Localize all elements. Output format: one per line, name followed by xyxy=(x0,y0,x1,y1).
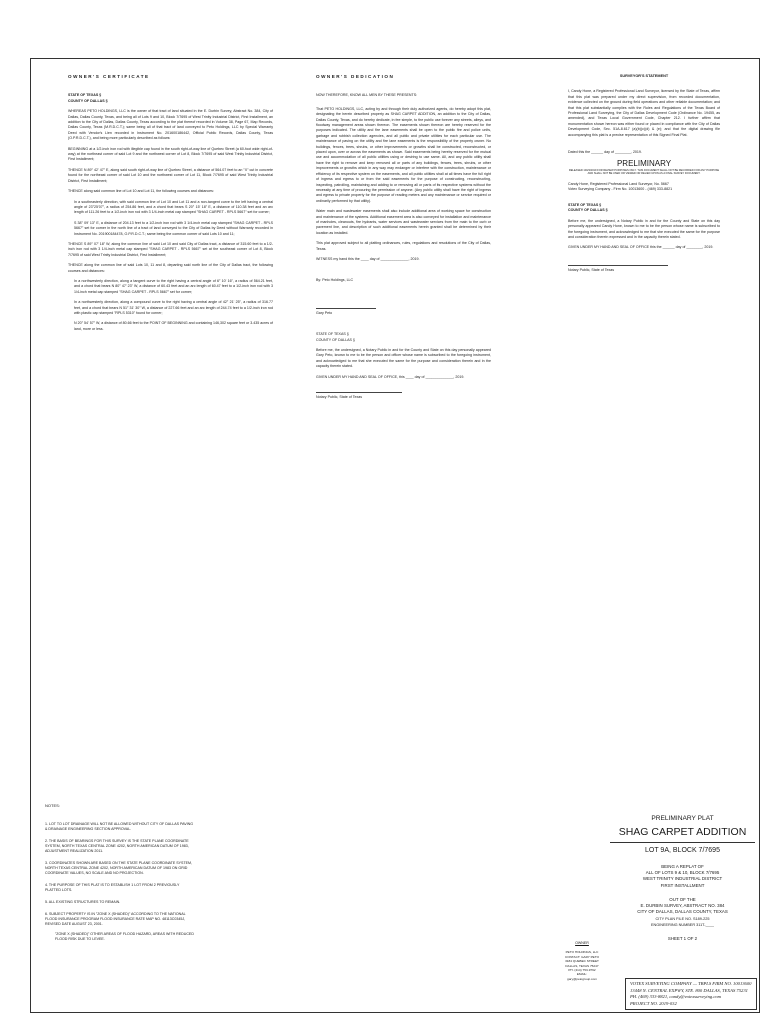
notary-label: Notary Public, State of Texas xyxy=(316,395,363,400)
file-numbers: CITY PLAN FILE NO. S189-225 ENGINEERING NUMBER 311T-____ xyxy=(650,917,715,927)
owner-dedication xyxy=(316,74,491,405)
owner-info xyxy=(562,941,602,981)
replat-description: BEING A REPLAT OF ALL OF LOTS 9 & 10, BLOCK 7/7695 WEST TRINITY INDUSTRIAL DISTRICT FIRST INSTALLMENT xyxy=(642,864,723,888)
owner-line: PETO HOLDINGS, LLC xyxy=(565,950,599,955)
owner-certificate-header: OWNER'S CERTIFICATE xyxy=(68,74,150,79)
state-line: STATE OF TEXAS § COUNTY OF DALLAS § xyxy=(316,332,355,342)
notes-header: NOTES: xyxy=(45,803,60,808)
beginning-paragraph: BEGINNING at a 1/2-inch iron rod with illegible cap found in the south right-of-way line of Quebec Street (a 60-foot wide right-of-way) at the northeast corner of said Lot 9 and the northwest corner of Lot 8, Block 7/7695 of said West Trinity Industrial District, First Installment; xyxy=(68,146,273,162)
note-item: 3. COORDINATES SHOWN ARE BASED ON THE STATE PLANE COORDINATE SYSTEM, NORTH TEXAS CENTRAL ZONE 4202, NORTH AMERICAN DATUM OF 1983 ON GRID COORDINATE VALUES, NO SCALE AND NO PROJECTION. xyxy=(45,861,193,875)
dedication-paragraph: This plat approved subject to all platting ordinances, rules, regulations and resolutions of the City of Dallas, Texas. xyxy=(316,241,491,251)
dedication-paragraph: Water main and wastewater easements shall also include additional area of working space for construction and maintenance of the systems. Additional easement area is also conveyed for installation and maintenance of manholes, cleanouts, fire hydrants, water services and wastewater services from the main to the curb or pavement line, and description of such additional easements herein granted shall be determined by their location as installed. xyxy=(316,209,491,235)
thence-paragraph: THENCE along the common line of said Lots 10, 11 and 8, departing said north line of the City of Dallas tract, the following courses and distances: xyxy=(68,263,273,273)
dated-line: Dated this the ______ day of ________, 2019. xyxy=(568,150,642,155)
owner-line: CONTACT: GARY PETO xyxy=(565,954,599,959)
witness-line: WITNESS my hand this the ____ day of ______________, 2019. xyxy=(316,256,420,261)
owner-line: DALLAS, TEXAS 75247 xyxy=(565,963,599,968)
note-item: 2. THE BASIS OF BEARINGS FOR THIS SURVEY IS THE STATE PLANE COORDINATE SYSTEM, NORTH TEXAS CENTRAL ZONE 4202, NORTH AMERICAN DATUM OF 1983, ADJUSTMENT REALIZATION 2011. xyxy=(45,839,189,853)
surveyor-line: PH. (469) 333-8821, candy@votexsurveying.com xyxy=(630,994,721,1000)
rpls-line: Candy Hone, Registered Professional Land Surveyor, No. 5667 xyxy=(568,182,669,187)
owner-dedication-header: OWNER'S DEDICATION xyxy=(316,74,395,79)
course-paragraph: In a northwesterly direction, along a compound curve to the right having a central angle of 42° 21' 25", a radius of 316.77 feet, and a chord that bears N 51° 31' 30" W, a distance of 227.66 feet and an arc length of 244.74 feet to a 1/2-inch iron rod with plastic cap stamped "RPLS 5310" found for corner; xyxy=(74,300,273,315)
surveyor-line: VOTEX SURVEYING COMPANY — TBPLS FIRM NO. 10013600 xyxy=(630,981,752,986)
note-item: 6. SUBJECT PROPERTY IS IN "ZONE X (SHADED)" ACCORDING TO THE NATIONAL FLOOD INSURANCE PROGRAM FLOOD INSURANCE RATE MAP NO. 48113C0345J, REVISED DATE AUGUST 23, 2001. xyxy=(45,912,186,926)
surveyor-statement xyxy=(568,74,720,278)
state-line: STATE OF TEXAS § COUNTY OF DALLAS § xyxy=(68,93,108,103)
preliminary-note: RELEASED 10/23/2019 FOR REVIEW PURPOSES ONLY. THIS DOCUMENT SHALL NOT BE RECORDED FOR ANY PURPOSE AND SHALL NOT BE USED OR VIEWED OR RELIED UPON AS A FINAL SURVEY DOCUMENT. xyxy=(568,168,720,176)
dedication-intro: NOW THEREFORE, KNOW ALL MEN BY THESE PRESENTS: xyxy=(316,93,418,98)
surveyor-line: PROJECT NO. 2019-032 xyxy=(630,1000,677,1006)
thence-paragraph: THENCE S 89° 07' 18" W, along the common line of said Lot 10 and said City of Dallas tract, a distance of 315.60 feet to a 1/2-inch iron rod with 3 1/4-inch metal cap stamped "SHAG CARPET - RPLS 5667" set at the southeast corner of Lot 8, Block 7/7695 of said West Trinity Industrial District, First Installment; xyxy=(68,241,273,257)
plat-type: PRELIMINARY PLAT xyxy=(651,815,714,822)
signer-name: Gary Peto xyxy=(316,310,333,315)
thence-paragraph: THENCE N 89° 42' 47" E, along said south right-of-way line of Quebec Street, a distance of 564.07 feet to an "X" cut in concrete found for the northeast corner of said Lot 10 and the northwest corner of Lot 11, Block 7/7695 of said West Trinity Industrial District, First Installment; xyxy=(68,167,273,183)
preliminary-stamp: PRELIMINARY xyxy=(616,159,672,169)
lot-block: LOT 9A, BLOCK 7/7695 xyxy=(610,842,755,854)
course-paragraph: N 20° 54' 57" W, a distance of 80.66 feet to the POINT OF BEGINNING and containing 146,302 square feet or 3.435 acres of land, more or less. xyxy=(74,321,273,331)
title-block xyxy=(610,815,755,941)
given-line: GIVEN UNDER MY HAND AND SEAL OF OFFICE this the ______ day of ________, 2019. xyxy=(568,245,714,250)
owner-line: 3184 QUEBEC STREET xyxy=(565,959,599,964)
course-paragraph: S 38° 09' 13" E, a distance of 204.13 feet to a 1/2-inch iron rod with 3 1/4-inch metal cap stamped "SHAG CARPET - RPLS 5667" set for corner in the north line of a tract of land conveyed to the City of Dallas by Deed without Warranty recorded in Instrument No. 201900184478, O.P.R.D.C.T.; same being the common corner of said Lots 10 and 11; xyxy=(74,220,273,236)
surveyor-info-box xyxy=(625,978,757,1010)
owner-line: PH. (214) 753-9792 xyxy=(568,968,596,973)
company-line: Votex Surveying Company - Firm No. 10013600 - (469) 333-8821 xyxy=(568,187,673,192)
survey-description: OUT OF THE E. DURBIN SURVEY, ABSTRACT NO. 384 CITY OF DALLAS, DALLAS COUNTY, TEXAS xyxy=(637,896,728,915)
addition-name: SHAG CARPET ADDITION xyxy=(618,826,747,838)
surveyor-paragraph: I, Candy Hone, a Registered Professional Land Surveyor, licensed by the State of Texas, affirm that this plat was prepared under my direct supervision, from recorded documentation, evidence collected on the ground during field operations and other reliable documentation; and that this plat substantially complies with the Rules and Regulations of the Texas Board of Professional Land Surveying, the City of Dallas Development Code (Ordinance No. 19455, as amended), and Texas Local Government Code, Chapter 212. I further affirm that monumentation shown hereon was either found or placed in compliance with the City of Dallas Development Code, Sec. 51A-8.617 (a)(b)(c)(d) & (e); and that the digital drawing file accompanying this plat is a precise representation of this Signed Final Plat. xyxy=(568,89,720,137)
note-item: "ZONE X (SHADED)" OTHER AREAS OF FLOOD HAZARD, AREAS WITH REDUCED FLOOD RISK DUE TO LEVEE. xyxy=(55,932,194,941)
notary-signature-line xyxy=(568,265,668,266)
notary-signature-line xyxy=(316,392,402,393)
notary-paragraph: Before me, the undersigned, a Notary Public in and for the County and State on this day personally appeared Gary Peto, known to me to be the person and officer whose name is subscribed to the foregoing instrument, and acknowledged to me that she executed the same for the purpose and consideration therein and in the capacity therein stated. xyxy=(316,348,491,369)
surveyor-statement-header: SURVEYOR'S STATEMENT xyxy=(619,74,669,78)
notes-section xyxy=(45,803,195,949)
note-item: 5. ALL EXISTING STRUCTURES TO REMAIN. xyxy=(45,900,121,904)
note-item: 4. THE PURPOSE OF THIS PLAT IS TO ESTABLISH 1 LOT FROM 2 PREVIOUSLY PLATTED LOTS. xyxy=(45,883,180,892)
surveyor-line: 13448 N. CENTRAL EXPWY, STE. 800 DALLAS, TEXAS 75231 xyxy=(630,987,748,993)
owner-line: EMAIL: gary@petogroup.com xyxy=(567,972,597,981)
note-item: 1. LOT TO LOT DRAINAGE WILL NOT BE ALLOWED WITHOUT CITY OF DALLAS PAVING & DRAINAGE ENGINEERING SECTION APPROVAL. xyxy=(45,822,194,831)
course-paragraph: In a northwesterly direction, along a tangent curve to the right having a central angle of 6° 10' 16", a radius of 564.21 feet, and a chord that bears N 80° 47' 23" W, a distance of 60.43 feet and an arc length of 60.47 feet to a 1/2-inch iron rod with 3 1/4-inch metal cap stamped "SHAG CARPET - RPLS 5667" set for corner; xyxy=(74,278,273,294)
given-line: GIVEN UNDER MY HAND AND SEAL OF OFFICE, this ____ day of ______________, 2019. xyxy=(316,374,465,379)
signature-line xyxy=(316,308,376,309)
owner-header: OWNER xyxy=(575,941,589,945)
by-line: By: Peto Holdings, LLC xyxy=(316,278,354,283)
course-paragraph: In a southeasterly direction, with said common line of Lot 10 and Lot 11 and a non-tangent curve to the left having a central angle of 23°25'07", a radius of 254.86 feet, and a chord that bears S 20° 15' 18" E, a distance of 110.38 feet and an arc length of 111.26 feet to a 1/2-inch iron rod with 3 1/4-inch metal cap stamped "SHAG CARPET - RPLS 5667" set for corner; xyxy=(74,199,273,215)
notary-paragraph: Before me, the undersigned, a Notary Public in and for the County and State on this day personally appeared Candy Hone, known to me to be the person whose name is subscribed to the foregoing instrument, and acknowledged to me that she executed the same for the purpose and consideration therein expressed and in the capacity therein stated. xyxy=(568,218,720,239)
sheet-number: SHEET 1 OF 2 xyxy=(667,936,698,942)
notary-label: Notary Public, State of Texas xyxy=(568,267,615,272)
dedication-paragraph: That PETO HOLDINGS, LLC, acting by and through their duly authorized agents, do hereby adopt this plat, designating the herein described property as SHAG CARPET ADDITION, an addition to the City of Dallas, Dallas County, Texas, and do hereby dedicate, in fee simple, to the public use forever any streets, alleys, and floodway management areas shown thereon. The easements shown thereon are hereby reserved for the purposes indicated. The utility and fire lane easements shall be open to the public fire and police units, garbage and rubbish collection agencies, and all public and private utilities for each particular use. The maintenance of paving on the utility and fire lane easements is the responsibility of the property owner. No buildings, fences, trees, shrubs, or other improvements or growths shall be constructed, reconstructed, or placed upon, over or across the easements as shown. Said easements being hereby reserved for the mutual use and accommodation of all public utilities using or desiring to use same. All, and any public utility shall have the right to remove and keep removed all or parts of any buildings, fences, trees, shrubs, or other improvements or growths which in any way may endanger or interfere with the construction, maintenance or efficiency of its respective system on the easements, and all public utilities shall at all times have the full right of ingress and egress to or from the said easements for the purpose of constructing, reconstructing, inspecting, patrolling, maintaining and adding to or removing all or parts of its respective systems without the necessity at any time of procuring the permission of anyone. (Any public utility shall have the right of ingress and egress to private property for the purpose of reading meters and any maintenance or service required or ordinarily performed by that utility). xyxy=(316,106,491,203)
thence-paragraph: THENCE along said common line of Lot 10 and Lot 11, the following courses and distances: xyxy=(68,189,214,194)
owner-certificate xyxy=(68,74,273,337)
state-line: STATE OF TEXAS § COUNTY OF DALLAS § xyxy=(568,202,608,213)
whereas-paragraph: WHEREAS PETO HOLDINGS, LLC is the owner of that tract of land situated in the E. Durbin Survey, Abstract No. 384, City of Dallas, Dallas County, Texas, and being all of Lots 9 and 10, Block 7/7695 of West Trinity Industrial District, First Installment, an addition to the City of Dallas, Dallas County, Texas according to the plat thereof recorded in Volume 38, Page 67, Map Records, Dallas County, Texas (M.R.D.C.T.); same being all of that tract of land conveyed to Peto Holdings, LLC by Special Warranty Deed with Vendor's Lien recorded in Instrument No. 201600186442, Official Public Records, Dallas County, Texas (O.P.R.D.C.T.), and being more particularly described as follows: xyxy=(68,109,273,141)
